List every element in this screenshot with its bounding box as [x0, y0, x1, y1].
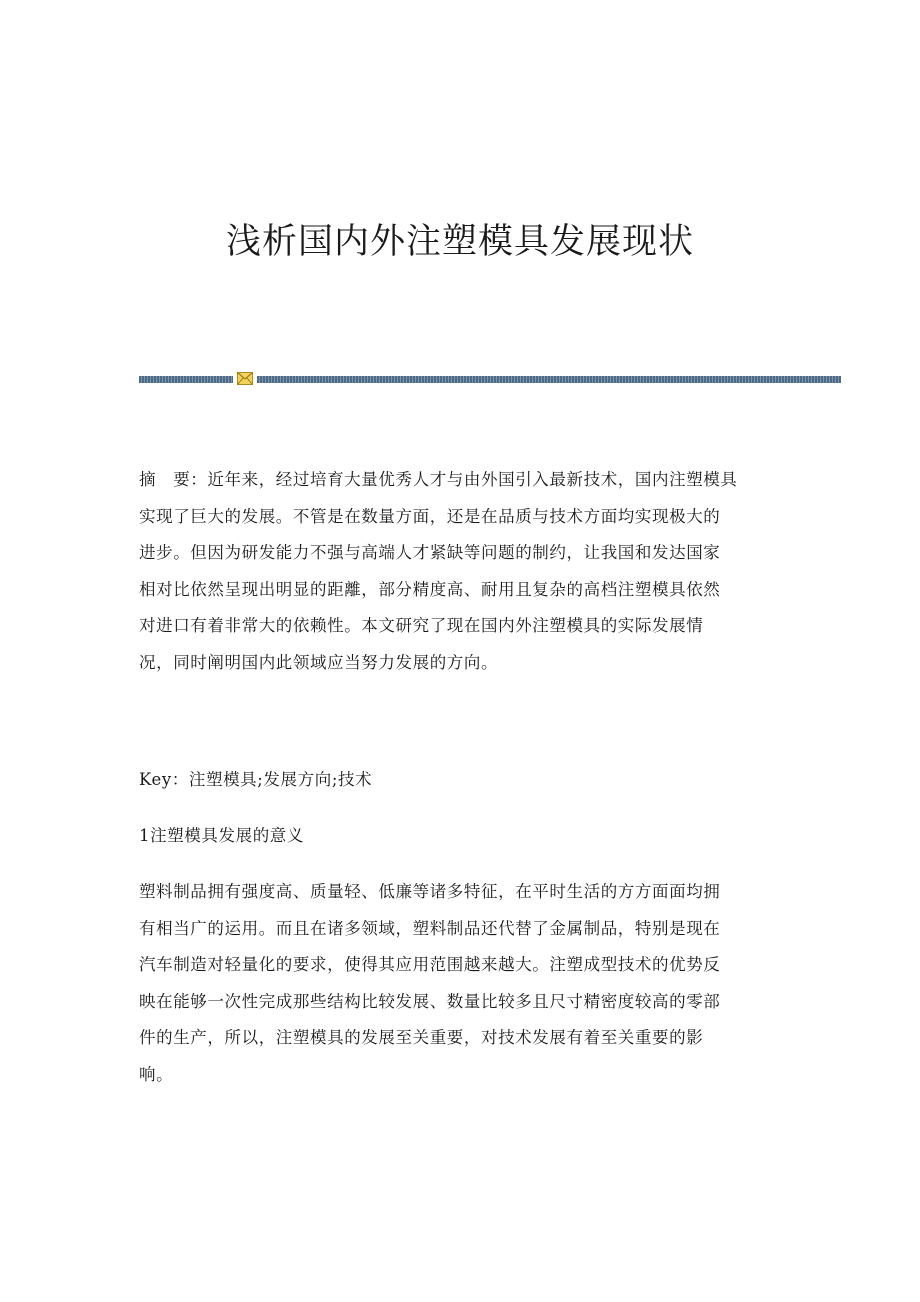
abstract-line: 况，同时阐明国内此领域应当努力发展的方向。 — [139, 652, 499, 672]
body-line: 塑料制品拥有强度高、质量轻、低廉等诸多特征，在平时生活的方方面面均拥 — [139, 882, 721, 901]
page-title: 浅析国内外注塑模具发展现状 — [225, 222, 694, 262]
abstract-line: 实现了巨大的发展。不管是在数量方面，还是在品质与技术方面均实现极大的 — [139, 506, 721, 526]
abstract-line: 摘 要：近年来，经过培育大量优秀人才与由外国引入最新技术，国内注塑模具 — [139, 470, 738, 489]
body-line: 响。 — [139, 1064, 174, 1084]
body-line: 汽车制造对轻量化的要求，使得其应用范围越来越大。注塑成型技术的优势反 — [139, 955, 721, 974]
title-divider — [139, 372, 841, 386]
envelope-ornament-icon — [237, 372, 253, 385]
divider-bar-left — [139, 376, 233, 383]
abstract-paragraph — [139, 462, 799, 681]
body-paragraph — [139, 874, 799, 1093]
body-line: 有相当广的运用。而且在诸多领域，塑料制品还代替了金属制品，特别是现在 — [139, 918, 721, 938]
body-line: 映在能够一次性完成那些结构比较发展、数量比较多且尺寸精密度较高的零部 — [139, 991, 721, 1011]
abstract-line: 相对比依然呈现出明显的距離，部分精度高、耐用且复杂的高档注塑模具依然 — [139, 579, 721, 599]
section-heading: 1注塑模具发展的意义 — [139, 826, 304, 845]
body-line: 件的生产，所以，注塑模具的发展至关重要，对技术发展有着至关重要的影 — [139, 1028, 704, 1047]
abstract-line: 进步。但因为研发能力不强与高端人才紧缺等问题的制约，让我国和发达国家 — [139, 543, 721, 562]
keywords-line: Key：注塑模具;发展方向;技术 — [139, 770, 373, 789]
divider-bar-right — [257, 376, 841, 383]
abstract-line: 对进口有着非常大的依赖性。本文研究了现在国内外注塑模具的实际发展情 — [139, 616, 704, 635]
